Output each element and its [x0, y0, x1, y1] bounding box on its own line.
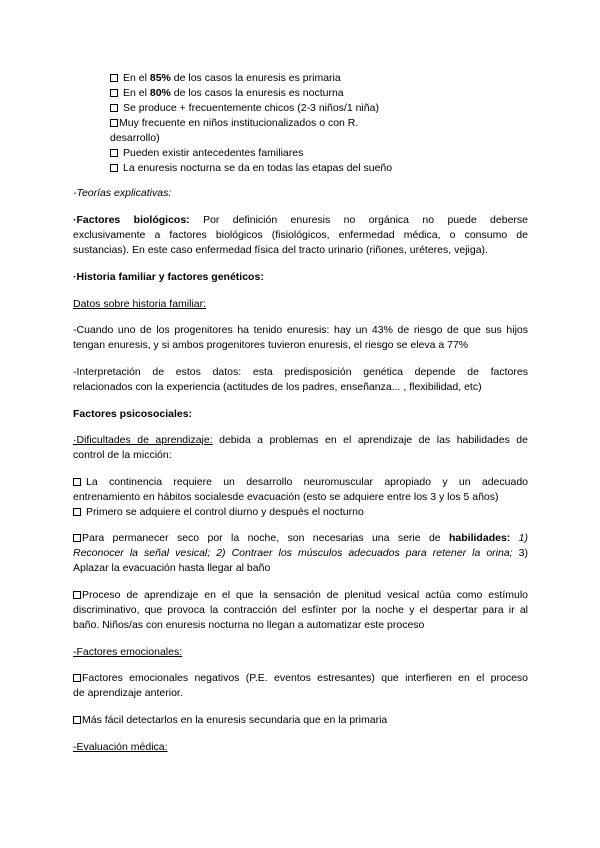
paragraph-line: de aprendizaje anterior.: [73, 687, 183, 699]
paragraph-line: Reconocer la señal vesical; 2) Contraer los músculos adecuados para retener la orina; 3): [73, 547, 528, 559]
paragraph-line: relacionados con la experiencia (actitudes de los padres, enseñanza... , flexibilidad, etc): [73, 381, 482, 393]
bullet-item: Se produce + frecuentemente chicos (2-3 niños/1 niña): [110, 101, 410, 115]
paragraph-line: exclusivamente a factores biológicos (fisiológicos, enfermedad médica, o consumo de: [73, 229, 528, 241]
bullet-item: En el 80% de los casos la enuresis es nocturna: [110, 86, 410, 100]
subsection-heading: Datos sobre historia familiar:: [73, 298, 207, 310]
paragraph-line: ·Factores biológicos: Por definición enuresis no orgánica no puede deberse: [73, 214, 528, 226]
bullet-item-continuation: desarrollo): [110, 132, 160, 144]
paragraph-line: -Interpretación de estos datos: esta predisposición genética depende de factores: [73, 366, 528, 378]
bullet-item: Para permanecer seco por la noche, son necesarias una serie de habilidades: 1): [73, 531, 528, 545]
bullet-item: La enuresis nocturna se da en todas las etapas del sueño: [110, 161, 410, 175]
checkbox-bullet-icon: [73, 716, 81, 724]
paragraph-line: discriminativo, que provoca la contracción del esfínter por la noche y el despertar para ir al: [73, 604, 528, 616]
paragraph-line: entrenamiento en hábitos socialesde evacuación (esto se adquiere entre los 3 y los 5 años): [73, 491, 499, 503]
checkbox-bullet-icon: [110, 119, 118, 127]
subsection-heading: -Evaluación médica:: [73, 741, 168, 753]
section-heading: -Teorías explicativas:: [73, 187, 172, 199]
checkbox-bullet-icon: [73, 508, 81, 516]
checkbox-bullet-icon: [73, 591, 81, 599]
checkbox-bullet-icon: [110, 149, 118, 157]
checkbox-bullet-icon: [73, 674, 81, 682]
subsection-heading: -Factores emocionales:: [73, 646, 183, 658]
checkbox-bullet-icon: [110, 89, 118, 97]
bullet-item: En el 85% de los casos la enuresis es primaria: [110, 71, 410, 85]
checkbox-bullet-icon: [110, 164, 118, 172]
paragraph-line: -Cuando uno de los progenitores ha tenido enuresis: hay un 43% de riesgo de que sus hijos: [73, 324, 528, 336]
section-heading: Factores psicosociales:: [73, 408, 193, 420]
checkbox-bullet-icon: [110, 74, 118, 82]
bullet-item: Más fácil detectarlos en la enuresis secundaria que en la primaria: [73, 713, 528, 727]
bullet-item: Primero se adquiere el control diurno y después el nocturno: [73, 505, 528, 519]
paragraph-line: ·Dificultades de aprendizaje: debida a problemas en el aprendizaje de las habilidades de: [73, 434, 528, 446]
bullet-item: Factores emocionales negativos (P.E. eventos estresantes) que interfieren en el proceso: [73, 671, 528, 685]
checkbox-bullet-icon: [73, 534, 81, 542]
paragraph-line: sustancias). En este caso enfermedad física del tracto urinario (riñones, uréteres, vejiga).: [73, 244, 488, 256]
bullet-item: La continencia requiere un desarrollo neuromuscular apropiado y un adecuado: [73, 475, 528, 489]
paragraph-line: tengan enuresis, y si ambos progenitores tuvieron enuresis, el riesgo se eleva a 77%: [73, 339, 469, 351]
bullet-item: Muy frecuente en niños institucionalizados o con R.: [110, 116, 410, 130]
paragraph-line: baño. Niños/as con enuresis nocturna no llegan a automatizar este proceso: [73, 619, 425, 631]
paragraph-line: Aplazar la evacuación hasta llegar al baño: [73, 562, 271, 574]
bullet-item: Proceso de aprendizaje en el que la sensación de plenitud vesical actúa como estímulo: [73, 588, 528, 602]
section-heading: ·Historia familiar y factores genéticos:: [73, 271, 264, 283]
paragraph-line: control de la micción:: [73, 449, 172, 461]
checkbox-bullet-icon: [110, 104, 118, 112]
checkbox-bullet-icon: [73, 478, 81, 486]
bullet-item: Pueden existir antecedentes familiares: [110, 146, 410, 160]
